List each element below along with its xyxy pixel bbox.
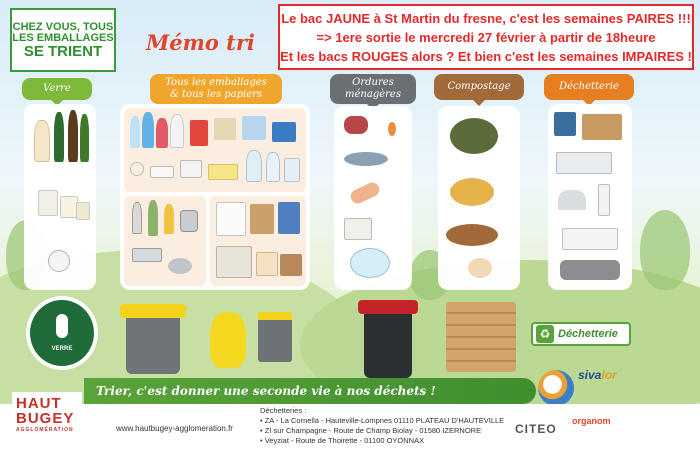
panel-ordures (334, 106, 412, 290)
organom-logo: organom (572, 416, 611, 426)
background-tree (640, 210, 690, 290)
logo-line: LES EMBALLAGES (12, 31, 114, 44)
bandage-icon (348, 180, 381, 205)
recycle-person-icon: ♻ (536, 325, 554, 343)
eggshell-icon (468, 258, 492, 278)
plastic-bottle-icon (170, 114, 184, 148)
slogan-banner: Trier, c'est donner une seconde vie à nos déchets ! (84, 378, 536, 404)
aluminium-tray-icon (132, 248, 162, 262)
bread-icon (446, 224, 498, 246)
category-label: Verre (43, 83, 71, 94)
cigarette-icon (388, 122, 396, 136)
yogurt-pot-icon (130, 162, 144, 176)
category-label: Déchetterie (559, 81, 619, 92)
sivalor-logo (578, 368, 617, 382)
food-carton-icon (242, 116, 266, 140)
chez-vous-logo (10, 8, 116, 72)
category-header-ordures (330, 74, 416, 104)
panel-emballages (120, 104, 310, 290)
fruit-peel-icon (450, 178, 494, 206)
plastic-bottle-icon (156, 118, 168, 148)
plastic-bottle-icon (246, 150, 262, 182)
panel-verre (24, 104, 96, 290)
category-header-dechetterie (544, 74, 634, 100)
plastic-bottle-icon (142, 112, 154, 148)
meat-icon (344, 116, 368, 134)
jar-icon (34, 120, 50, 162)
red-bin-icon (358, 300, 418, 380)
plastic-bottle-icon (130, 116, 140, 148)
category-header-compostage (434, 74, 524, 100)
logo-line: CHEZ VOUS, TOUS (12, 20, 114, 33)
metal-can-icon (180, 210, 198, 232)
category-header-verre (22, 78, 92, 100)
jar-icon (38, 190, 58, 216)
category-header-emballages (150, 74, 282, 104)
paper-sheet-icon (216, 202, 246, 236)
newspaper-icon (216, 246, 252, 278)
panel-compostage (438, 106, 520, 290)
category-label: Compostage (447, 81, 511, 92)
dechetteries-list (260, 406, 504, 446)
diaper-icon (350, 248, 390, 278)
glass-container-icon (26, 296, 98, 370)
food-carton-icon (190, 120, 208, 146)
yellow-column-icon (258, 312, 292, 362)
aerosol-can-icon (164, 204, 174, 234)
compost-bin-icon (446, 302, 516, 372)
sivalor-b: lor (601, 368, 617, 382)
plastic-bottle-icon (266, 152, 280, 182)
logo-agglo: AGGLOMÉRATION (16, 427, 74, 433)
logo-bugey: BUGEY (16, 410, 75, 427)
magazine-icon (278, 202, 300, 234)
list-item: • ZI sur Champagne - Route de Champ Biolay - 01580 IZERNORE (260, 426, 504, 436)
paint-cans-icon (554, 112, 576, 136)
badge-label: Déchetterie (558, 328, 618, 340)
jar-icon (76, 202, 90, 220)
notice-line: => 1ere sortie le mercredi 27 février à partir de 18heure (316, 30, 656, 45)
list-item: • Veyziat - Route de Thoirette - 01100 OYONNAX (260, 436, 504, 446)
list-item: • ZA - La Cornella - Hauteville-Lompnes 01110 PLATEAU D'HAUTEVILLE (260, 416, 504, 426)
dechetterie-badge (531, 322, 631, 346)
cardboard-box-icon (250, 204, 274, 234)
food-carton-icon (214, 118, 236, 140)
plastic-tray-icon (150, 166, 174, 178)
mattress-icon (562, 228, 618, 250)
haut-bugey-logo (12, 392, 82, 444)
food-carton-icon (272, 122, 296, 142)
wine-bottle-icon (54, 112, 64, 162)
container-label: VERRE (51, 346, 73, 352)
yellow-bag-icon (210, 312, 246, 368)
yellow-bin-icon (120, 304, 186, 376)
plastic-tray-icon (208, 164, 238, 180)
cardboard-box-icon (280, 254, 302, 276)
plastic-tray-icon (180, 160, 202, 178)
category-label: Tous les emballages & tous les papiers (165, 77, 267, 100)
logo-line: SE TRIENT (23, 42, 103, 60)
metal-lids-icon (168, 258, 192, 274)
dechetteries-title: Déchetteries : (260, 406, 307, 415)
light-bulb-icon (598, 184, 610, 216)
perfume-bottle-icon (48, 250, 70, 272)
citeo-logo: CITEO (515, 422, 557, 436)
notice-line: Et les bacs ROUGES alors ? Et bien c'est les semaines IMPAIRES ! (280, 49, 692, 64)
logo-haut: HAUT (16, 395, 62, 412)
beton-logo (538, 370, 574, 406)
dishes-icon (556, 152, 612, 174)
subpanel-metal (124, 196, 206, 286)
cardboard-box-icon (582, 114, 622, 140)
glass-slot-icon (56, 314, 68, 338)
subpanel-papiers (210, 196, 306, 286)
category-label: Ordures ménagères (345, 77, 401, 100)
panel-dechetterie (548, 104, 632, 290)
iron-icon (558, 190, 586, 210)
aerosol-can-icon (148, 200, 158, 236)
sofa-icon (560, 260, 620, 280)
wine-bottle-icon (68, 110, 78, 162)
food-wrap-icon (344, 218, 372, 240)
grass-cuttings-icon (450, 118, 498, 154)
subpanel-plastiques (124, 108, 306, 192)
sivalor-a: siva (578, 368, 602, 382)
aerosol-can-icon (132, 202, 142, 234)
fish-icon (344, 152, 388, 166)
wine-bottle-icon (80, 114, 89, 162)
schedule-notice (278, 4, 694, 70)
notice-line: Le bac JAUNE à St Martin du fresne, c'est les semaines PAIRES !!! (281, 11, 691, 26)
website-link[interactable]: www.hautbugey-agglomeration.fr (116, 424, 233, 433)
plastic-bag-icon (284, 158, 300, 182)
page-title: Mémo tri (146, 30, 255, 55)
envelope-icon (256, 252, 278, 276)
